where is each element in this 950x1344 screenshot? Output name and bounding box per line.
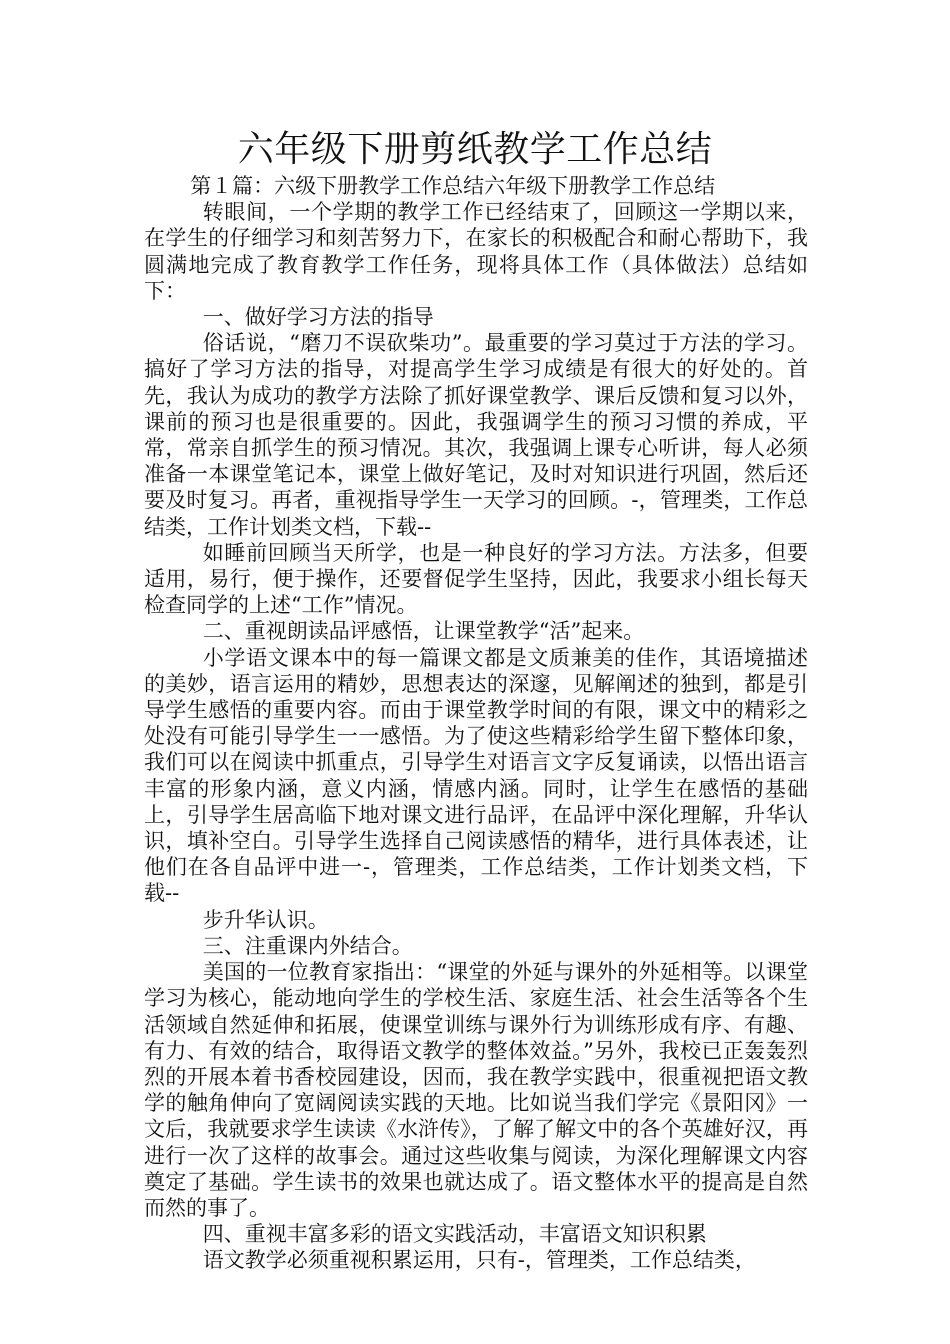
document-body bbox=[144, 173, 808, 1274]
body-paragraph: 如睡前回顾当天所学，也是一种良好的学习方法。方法多，但要适用，易行，便于操作，还要督促学生坚持，因此，我要求小组长每天检查同学的上述“工作”情况。 bbox=[144, 540, 808, 618]
document-title: 六年级下册剪纸教学工作总结 bbox=[237, 129, 713, 170]
section-heading: 二、重视朗读品评感悟，让课堂教学“活”起来。 bbox=[202, 619, 645, 644]
body-paragraph: 小学语文课本中的每一篇课文都是文质兼美的佳作，其语境描述的美妙，语言运用的精妙，思想表达的深邃，见解阐述的独到，都是引导学生感悟的重要内容。而由于课堂教学时间的有限，课文中的精彩之处没有可能引导学生一一感悟。为了使这些精彩给学生留下整体印象，我们可以在阅读中抓重点，引导学生对语言文字反复诵读，以悟出语言丰富的形象内涵，意义内涵，情感内涵。同时，让学生在感悟的基础上，引导学生居高临下地对课文进行品评，在品评中深化理解，升华认识，填补空白。引导学生选择自己阅读感悟的精华，进行具体表述，让他们在各自品评中进一-，管理类，工作总结类，工作计划类文档，下载-- bbox=[144, 645, 808, 906]
body-paragraph: 俗话说，“磨刀不误砍柴功”。最重要的学习莫过于方法的学习。搞好了学习方法的指导，对提高学生学习成绩是有很大的好处的。首先，我认为成功的教学方法除了抓好课堂教学、课后反馈和复习以外，课前的预习也是很重要的。因此，我强调学生的预习习惯的养成，平常，常亲自抓学生的预习情况。其次，我强调上课专心听讲，每人必须准备一本课堂笔记本，课堂上做好笔记，及时对知识进行巩固，然后还要及时复习。再者，重视指导学生一天学习的回顾。-，管理类，工作总结类，工作计划类文档，下载-- bbox=[144, 331, 808, 539]
section-heading: 三、注重课内外结合。 bbox=[202, 933, 413, 958]
body-paragraph: 转眼间，一个学期的教学工作已经结束了，回顾这一学期以来，在学生的仔细学习和刻苦努力下，在家长的积极配合和耐心帮助下，我圆满地完成了教育教学工作任务，现将具体工作（具体做法）总结如下： bbox=[144, 200, 808, 303]
body-paragraph: 语文教学必须重视积累运用，只有-，管理类，工作总结类， bbox=[202, 1248, 756, 1273]
section-heading: 四、重视丰富多彩的语文实践活动，丰富语文知识积累 bbox=[202, 1222, 707, 1247]
section-heading: 一、做好学习方法的指导 bbox=[202, 305, 434, 330]
body-paragraph: 美国的一位教育家指出：“课堂的外延与课外的外延相等。以课堂学习为核心，能动地向学生的学校生活、家庭生活、社会生活等各个生活领域自然延伸和拓展，使课堂训练与课外行为训练形成有序、有趣、有力、有效的结合，取得语文教学的整体效益。”另外，我校已正轰轰烈烈的开展本着书香校园建设，因而，我在教学实践中，很重视把语文教学的触角伸向了宽阔阅读实践的天地。比如说当我们学完《景阳冈》一文后，我就要求学生读读《水浒传》，了解了解文中的各个英雄好汉，再进行一次了这样的故事会。通过这些收集与阅读，为深化理解课文内容奠定了基础。学生读书的效果也就达成了。语文整体水平的提高是自然而然的事了。 bbox=[144, 960, 808, 1220]
section-subtitle: 第１篇：六级下册教学工作总结六年级下册教学工作总结 bbox=[190, 174, 716, 198]
body-paragraph: 步升华认识。 bbox=[202, 907, 329, 932]
